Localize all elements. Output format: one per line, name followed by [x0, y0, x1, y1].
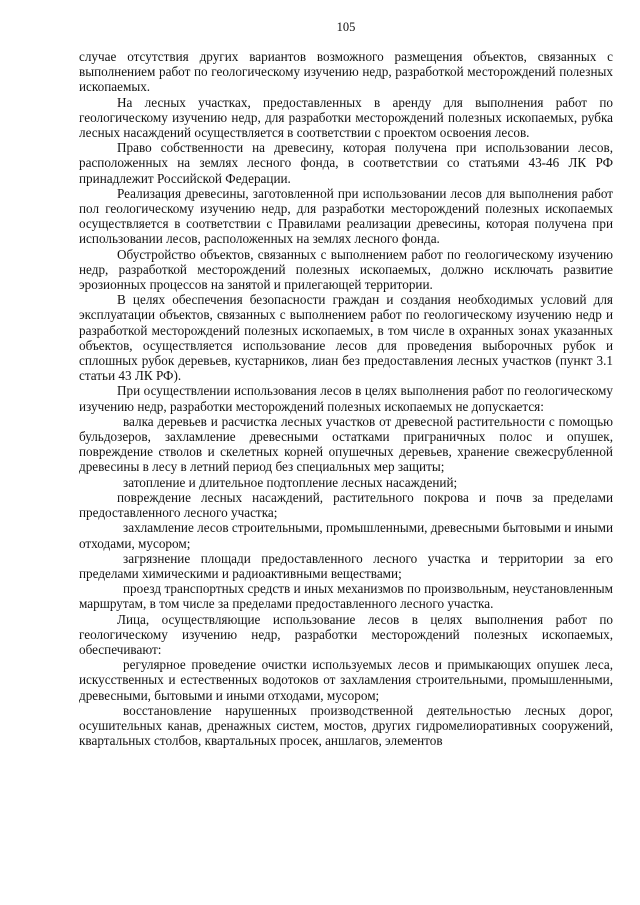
paragraph: случае отсутствия других вариантов возможного размещения объектов, связанных с выполнением работ по геологическому изучению недр, разработкой месторождений полезных ископаемых.	[79, 49, 613, 95]
list-item: валка деревьев и расчистка лесных участков от древесной растительности с помощью бульдозеров, захламление древесными остатками приграничных полос и опушек, повреждение стволов и скелетных корней опушечных деревьев, хранение свежесрубленной древесины в лесу в летний период без специальных мер защиты;	[79, 413, 613, 475]
document-body	[79, 49, 613, 748]
paragraph: При осуществлении использования лесов в целях выполнения работ по геологическому изучению недр, разработки месторождений полезных ископаемых не допускается:	[79, 383, 613, 414]
page-number: 105	[336, 20, 356, 34]
list-item: повреждение лесных насаждений, растительного покрова и почв за пределами предоставленного лесного участка;	[79, 489, 613, 521]
list-item: захламление лесов строительными, промышленными, древесными бытовыми и иными отходами, мусором;	[79, 520, 614, 551]
list-item: проезд транспортных средств и иных механизмов по произвольным, неустановленным маршрутам, в том числе за пределами предоставленного лесного участка.	[79, 581, 613, 612]
paragraph: Реализация древесины, заготовленной при использовании лесов для выполнения работ пол геологическому изучению недр, для разработки месторождений полезных ископаемых осуществляется в соответствии с Правилами реализации древесины, которая получена при использовании лесов, расположенных на землях лесного фонда.	[79, 185, 613, 247]
paragraph: На лесных участках, предоставленных в аренду для выполнения работ по геологическому изучению недр, для разработки месторождений полезных ископаемых, рубка лесных насаждений осуществляется в соответствии с проектом освоения лесов.	[79, 94, 613, 141]
paragraph: Лица, осуществляющие использование лесов в целях выполнения работ по геологическому изучению недр, разработки месторождений полезных ископаемых, обеспечивают:	[79, 611, 613, 657]
list-item: затопление и длительное подтопление лесных насаждений;	[123, 474, 458, 490]
list-item: регулярное проведение очистки используемых лесов и примыкающих опушек леса, искусственных и естественных водотоков от захламления строительными, промышленными, древесными, бытовыми и иными отходами, мусором;	[79, 657, 613, 703]
paragraph: Право собственности на древесину, которая получена при использовании лесов, расположенных на землях лесного фонда, в соответствии со статьями 43-46 ЛК РФ принадлежит Российской Федерации.	[79, 140, 613, 186]
list-item: загрязнение площади предоставленного лесного участка и территории за его пределами химическими и радиоактивными веществами;	[79, 550, 613, 581]
paragraph: В целях обеспечения безопасности граждан и создания необходимых условий для эксплуатации объектов, связанных с выполнением работ по геологическому изучению недр и разработкой месторождений полезных ископаемых, в том числе в охранных зонах указанных объектов, осуществляется использование лесов для проведения выборочных рубок и сплошных рубок деревьев, кустарников, лиан без предоставления лесных участков (пункт 3.1 статьи 43 ЛК РФ).	[79, 292, 613, 384]
list-item: восстановление нарушенных производственной деятельностью лесных дорог, осушительных канав, дренажных систем, мостов, других гидромелиоративных сооружений, квартальных столбов, квартальных просек, аншлагов, элементов	[79, 702, 613, 749]
paragraph: Обустройство объектов, связанных с выполнением работ по геологическому изучению недр, разработкой месторождений полезных ископаемых, должно исключать развитие эрозионных процессов на занятой и прилегающей территории.	[79, 246, 613, 293]
